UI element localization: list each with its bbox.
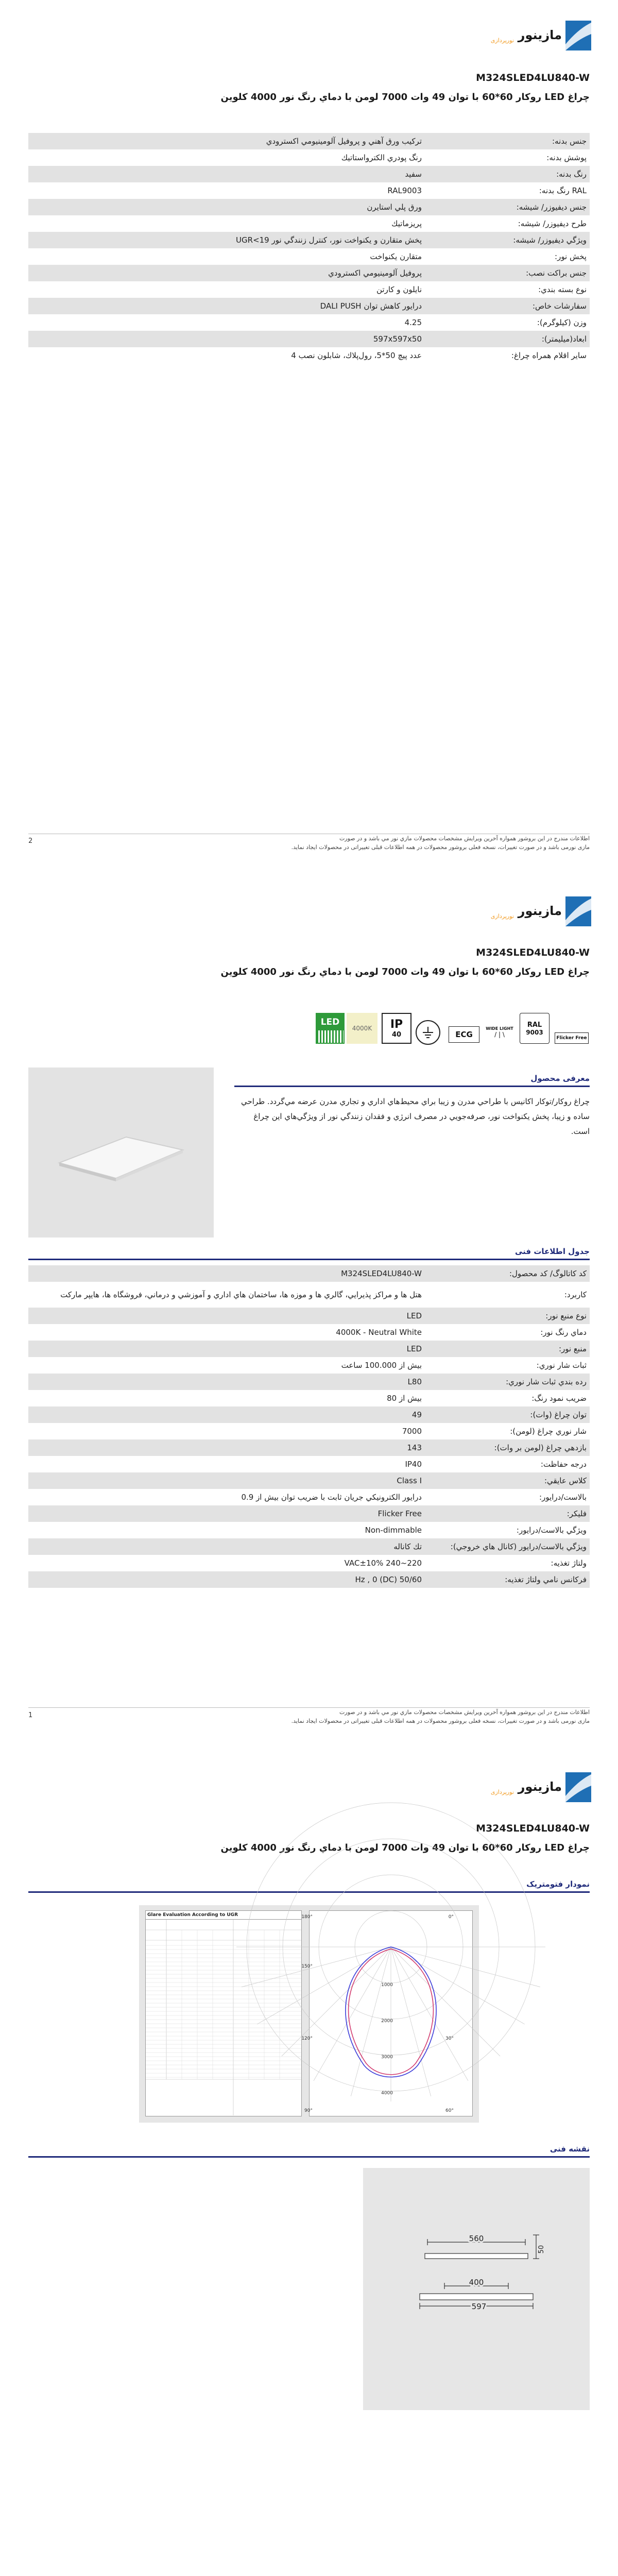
polar-label: 30° [445, 2036, 454, 2041]
spec-value: 7000 [402, 1427, 422, 1436]
spec-row [28, 1374, 590, 1390]
spec-row [28, 1308, 590, 1324]
spec-label: دماي رنگ نور: [540, 1328, 587, 1337]
spec-value: 220~240 VAC±10% [344, 1558, 422, 1568]
footer-line-2: مازی نورمی باشد و در صورت تغییرات، نسخه فعلی بروشور محصولات در همه اطلاعات قبلی تغییراتی در محصولات ایجاد نماید. [291, 844, 590, 851]
spec-label: پوشش بدنه: [546, 153, 587, 162]
spec-value: 4.25 [404, 318, 422, 327]
spec-label: ويژگي بالاست/درايور: [516, 1526, 587, 1535]
polar-label: 2000 [381, 2019, 393, 2024]
spec-label: نوع منبع نور: [545, 1311, 587, 1320]
spec-row [28, 1265, 590, 1282]
spec-row [28, 1555, 590, 1571]
spec-value: Class I [397, 1476, 422, 1485]
spec-row [28, 1472, 590, 1489]
polar-label: 0° [448, 1914, 454, 1920]
intro-heading: معرفی محصول [234, 1073, 590, 1087]
spec-value: 50/60 Hz , 0 (DC) [355, 1575, 422, 1584]
flicker-free-badge: Flicker Free [555, 1032, 589, 1044]
spec-label: كد كاتالوگ/ كد محصول: [509, 1269, 587, 1278]
spec-value: 597x597x50 [373, 334, 422, 344]
ugr-table-title: Glare Evaluation According to UGR [146, 1911, 301, 1920]
brand-logo [490, 1770, 591, 1804]
polar-luminous-chart [301, 1910, 473, 2116]
spec-label: ضريب نمود رنگ: [531, 1394, 587, 1403]
spec-row [28, 265, 590, 281]
page-3 [0, 1752, 618, 2576]
intro-text: چراغ روكار/توكار اكانيس با طراحي مدرن و زيبا براي محيط‌هاي اداري و تجاري مدرن عرضه مي‌گردد. طراحي ساده و زيبا، پخش يكنواخت نور، صرفه‌جويي در مصرف انرژي و فقدان زنندگي نور از ويژگي‌هاي اين چراغ است. [241, 1097, 590, 1136]
spec-row [28, 149, 590, 166]
page-2 [0, 876, 618, 1747]
dim-mid: 400 [469, 2278, 484, 2287]
product-title: چراغ LED روكار 60*60 با توان 49 وات 7000 لومن با دماي رنگ نور 4000 كلوين [220, 967, 590, 977]
spec-value: هتل ها و مراكز پذيرايي، گالري ها و موزه ها، ساختمان هاي اداري و آموزشي و درماني، فروشگاه ها، هايپر ماركت [60, 1290, 422, 1299]
spec-row [28, 182, 590, 199]
spec-label: فركانس نامي ولتاژ تغذيه: [505, 1575, 587, 1584]
brand-logo [490, 19, 591, 53]
ip-rating-badge: IP 40 [382, 1013, 411, 1044]
spec-value: ورق پلي استايرن [367, 202, 422, 212]
spec-label: طرح ديفيوزر/ شيشه: [518, 219, 587, 228]
footer-line-1: اطلاعات مندرج در اين بروشور همواره آخرين ويرايش مشخصات محصولات مازي نور مي باشد و در صورت [339, 1709, 590, 1716]
spec-table-technical [28, 1265, 590, 1588]
logo-text: مازینور [518, 28, 562, 42]
spec-value: تك كاناله [393, 1542, 422, 1551]
page-number: 1 [28, 1711, 33, 1719]
tech-heading: جدول اطلاعات فنی [28, 1246, 590, 1260]
spec-row [28, 314, 590, 331]
photometry-heading: نمودار فتومتريک [28, 1878, 590, 1893]
spec-value: عدد پيچ 50*5، رول‌پلاك، شابلون نصب 4 [291, 351, 422, 360]
spec-row [28, 1489, 590, 1505]
spec-row [28, 347, 590, 364]
spec-row [28, 281, 590, 298]
spec-label: ابعاد(ميليمتر): [541, 334, 587, 344]
spec-value: پريزماتيك [391, 219, 422, 228]
model-code: M324SLED4LU840-W [476, 947, 590, 958]
spec-label: نوع بسته بندي: [538, 285, 587, 294]
spec-row [28, 1390, 590, 1406]
spec-value: LED [406, 1311, 422, 1320]
spec-label: سفارشات خاص: [532, 301, 587, 311]
polar-label: 3000 [381, 2055, 393, 2060]
spec-value: رنگ پودري الكترواستاتيك [341, 153, 422, 162]
spec-label: ويژگي بالاست/درايور (كانال هاي خروجي): [450, 1542, 587, 1551]
technical-drawing [363, 2168, 590, 2410]
spec-value: Non-dimmable [365, 1526, 422, 1535]
spec-label: ساير اقلام همراه چراغ: [511, 351, 587, 360]
polar-label: 90° [304, 2108, 313, 2113]
product-image [28, 1067, 214, 1238]
spec-row [28, 331, 590, 347]
spec-value: درايور كاهش توان DALI PUSH [320, 301, 422, 311]
drawing-heading: نقشه فنی [28, 2143, 590, 2158]
dim-side: 50 [538, 2245, 545, 2254]
spec-label: رده بندي ثبات شار نوري: [506, 1377, 587, 1386]
polar-label: 1000 [381, 1982, 393, 1988]
spec-row [28, 1439, 590, 1456]
page-footer [28, 834, 590, 852]
spec-label: جنس بدنه: [552, 137, 587, 146]
spec-row [28, 1341, 590, 1357]
spec-value: بيش از 80 [387, 1394, 422, 1403]
spec-label: شار نوري چراغ (لومن): [510, 1427, 587, 1436]
page-footer [28, 1707, 590, 1725]
model-code: M324SLED4LU840-W [476, 1823, 590, 1834]
product-title: چراغ LED روكار 60*60 با توان 49 وات 7000 لومن با دماي رنگ نور 4000 كلوين [220, 1842, 590, 1853]
spec-label: درجه حفاظت: [540, 1460, 587, 1469]
spec-value: نايلون و كارتن [376, 285, 422, 294]
spec-row [28, 133, 590, 149]
spec-row [28, 248, 590, 265]
polar-label: 4000 [381, 2091, 393, 2096]
cct-badge: 4000K [347, 1013, 377, 1044]
spec-value: RAL9003 [387, 186, 422, 195]
spec-row [28, 166, 590, 182]
spec-value: 4000K - Neutral White [336, 1328, 422, 1337]
ugr-glare-table [145, 1910, 302, 2116]
footer-line-2: مازی نورمی باشد و در صورت تغییرات، نسخه فعلی بروشور محصولات در همه اطلاعات قبلی تغییراتی در محصولات ایجاد نماید. [291, 1718, 590, 1724]
spec-row [28, 1538, 590, 1555]
spec-label: بازدهي چراغ (لومن بر وات): [494, 1443, 587, 1452]
logo-text: مازینور [518, 1780, 562, 1794]
spec-label: بالاست/درايور: [539, 1493, 587, 1502]
spec-row [28, 215, 590, 232]
spec-value: متقارن يكنواخت [370, 252, 422, 261]
spec-label: جنس براكت نصب: [526, 268, 587, 278]
logo-text: مازینور [518, 904, 562, 918]
spec-label: ثبات شار نوري: [536, 1361, 587, 1370]
spec-value: درايور الكترونيكي جريان ثابت با ضريب توان بيش از 0.9 [241, 1493, 422, 1502]
spec-value: IP40 [405, 1460, 422, 1469]
logo-sub: نورپردازی [490, 37, 514, 44]
spec-value: 49 [411, 1410, 422, 1419]
spec-label: پخش نور: [555, 252, 587, 261]
earth-ground-icon [416, 1020, 440, 1045]
polar-label: 60° [445, 2108, 454, 2113]
led-badge: LED [316, 1013, 345, 1044]
spec-row [28, 1406, 590, 1423]
spec-row [28, 199, 590, 215]
spec-row [28, 1324, 590, 1341]
spec-value: M324SLED4LU840-W [341, 1269, 422, 1278]
footer-line-1: اطلاعات مندرج در اين بروشور همواره آخرين ويرايش مشخصات محصولات مازي نور مي باشد و در صورت [339, 835, 590, 842]
polar-label: 150° [301, 1964, 313, 1969]
ral-badge: RAL 9003 [520, 1013, 550, 1044]
dim-bottom: 597 [471, 2302, 487, 2311]
dim-top: 560 [469, 2234, 484, 2243]
wide-light-icon: WIDE LIGHT / | \ [486, 1026, 513, 1038]
polar-label: 180° [301, 1914, 313, 1920]
spec-row [28, 1282, 590, 1308]
spec-label: جنس ديفيوزر/ شيشه: [516, 202, 587, 212]
spec-row [28, 298, 590, 314]
spec-value: 143 [407, 1443, 422, 1452]
brand-logo [490, 894, 591, 928]
spec-label: كاربرد: [564, 1290, 587, 1299]
spec-row [28, 1505, 590, 1522]
spec-row [28, 1456, 590, 1472]
page-number: 2 [28, 837, 33, 845]
spec-table-general [28, 133, 590, 364]
spec-label: RAL رنگ بدنه: [539, 186, 587, 195]
logo-sub: نورپردازی [490, 913, 514, 920]
spec-label: فليكر: [566, 1509, 587, 1518]
photometric-panel [139, 1905, 479, 2123]
spec-label: ويژگي ديفيوزر/ شيشه: [513, 235, 587, 245]
spec-value: LED [406, 1344, 422, 1353]
ecg-badge: ECG [449, 1026, 479, 1043]
spec-value: پخش متقارن و يكنواخت نور، كنترل زنندگي نور UGR<19 [236, 235, 422, 245]
spec-row [28, 232, 590, 248]
spec-value: L80 [407, 1377, 422, 1386]
logo-sub: نورپردازی [490, 1789, 514, 1795]
model-code: M324SLED4LU840-W [476, 72, 590, 83]
spec-row [28, 1571, 590, 1588]
spec-label: منبع نور: [558, 1344, 587, 1353]
spec-label: كلاس عايقي: [544, 1476, 587, 1485]
spec-row [28, 1522, 590, 1538]
spec-value: پروفيل آلومينيومي اكسترودي [328, 268, 422, 278]
product-title: چراغ LED روكار 60*60 با توان 49 وات 7000 لومن با دماي رنگ نور 4000 كلوين [220, 92, 590, 103]
spec-value: سفيد [405, 170, 422, 179]
spec-value: Flicker Free [377, 1509, 422, 1518]
spec-label: توان چراغ (وات): [530, 1410, 587, 1419]
spec-label: ولتاژ تغذيه: [551, 1558, 587, 1568]
spec-value: بيش از 100.000 ساعت [341, 1361, 422, 1370]
polar-label: 120° [301, 2036, 313, 2041]
page-1 [0, 0, 618, 871]
spec-value: تركيب ورق آهني و پروفيل آلومينيومي اكسترودي [266, 137, 422, 146]
spec-row [28, 1423, 590, 1439]
spec-label: رنگ بدنه: [556, 170, 587, 179]
spec-label: وزن (كيلوگرم): [537, 318, 587, 327]
spec-row [28, 1357, 590, 1374]
feature-badges [286, 1011, 590, 1048]
